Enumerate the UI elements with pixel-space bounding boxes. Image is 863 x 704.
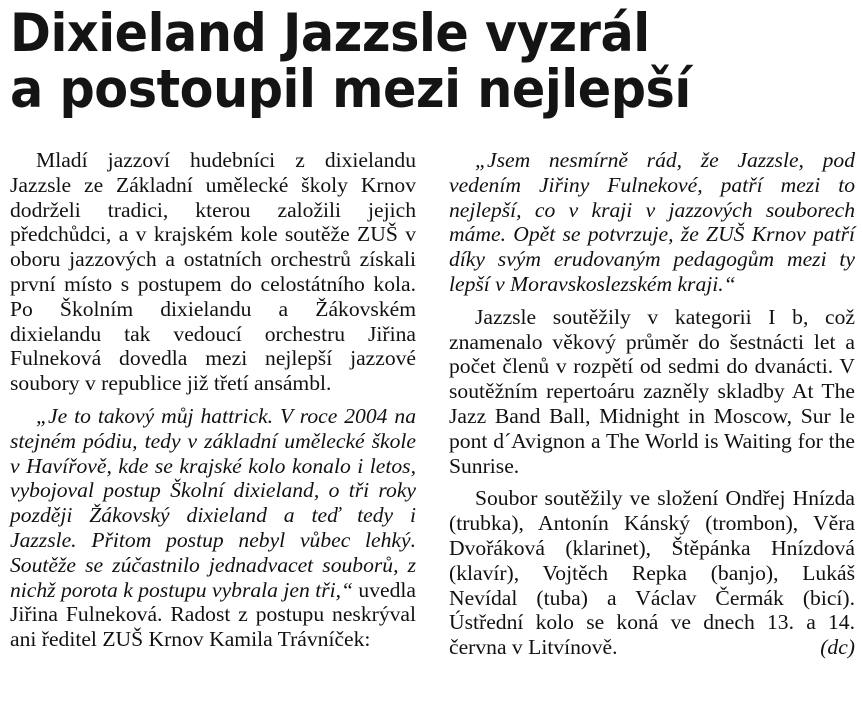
headline-line-1: Dixieland Jazzsle vyzrál: [10, 3, 650, 64]
paragraph-quote-director: „Jsem nesmírně rád, že Jazzsle, pod vedením Jiřiny Fulnekové, patří mezi to nejlepší, co v kraji v jazzových souborech máme. Opět se potvrzuje, že ZUŠ Krnov patří díky svým erudovaným pedagogům mezi ty lepší v Moravskoslezském kraji.“: [449, 148, 855, 296]
article-body: [10, 148, 855, 660]
paragraph-lineup: Soubor soutěžily ve složení Ondřej Hnízda (trubka), Antonín Kánský (trombon), Věra Dvořáková (klarinet), Štěpánka Hnízdová (klavír), Vojtěch Repka (banjo), Lukáš Nevídal (tuba) a Václav Čermák (bicí). Ústřední kolo se koná ve dnech 13. a 14. června v Litvínově.: [449, 486, 855, 660]
headline-line-2: a postoupil mezi nejlepší: [10, 59, 691, 120]
left-column: [10, 148, 416, 660]
paragraph-intro: Mladí jazzoví hudebníci z dixielandu Jazzsle ze Základní umělecké školy Krnov dodrželi tradici, kterou založili jejich předchůdci, a v krajském kole soutěže ZUŠ v oboru jazzových a ostatních orchestrů získali první místo s postupem do celostátního kola. Po Školním dixielandu a Žákovském dixielandu tak vedoucí orchestru Jiřina Fulneková dovedla mezi nejlepší jazzové soubory v republice již třetí ansámbl.: [10, 148, 416, 396]
author-signature: (dc): [820, 635, 855, 660]
headline: [10, 3, 796, 120]
quote-fulnekova: „Je to takový můj hattrick. V roce 2004 na stejném pódiu, tedy v základní umělecké škole v Havířově, kde se krajské kolo konalo i letos, vybojoval postup Školní dixieland, o tři roky později Žákovský dixieland a teď tedy i Jazzsle. Přitom postup nebyl vůbec lehký. Soutěže se zúčastnilo jednadvacet souborů, z nichž porota k postupu vybrala jen tři,“: [10, 403, 416, 602]
paragraph-category: Jazzsle soutěžily v kategorii I b, což znamenalo věkový průměr do šestnácti let a počet členů v rozpětí od sedmi do dvanácti. V soutěžním repertoáru zazněly skladby At The Jazz Band Ball, Midnight in Moscow, Sur le pont d´Avignon a The World is Waiting for the Sunrise.: [449, 304, 855, 478]
right-column: [449, 148, 855, 660]
quote-attribution: uvedla Jiřina Fulneková. Radost z postupu neskrýval ani ředitel ZUŠ Krnov Kamila Trávníček:: [10, 577, 416, 652]
paragraph-quote-fulnekova: [10, 404, 416, 652]
